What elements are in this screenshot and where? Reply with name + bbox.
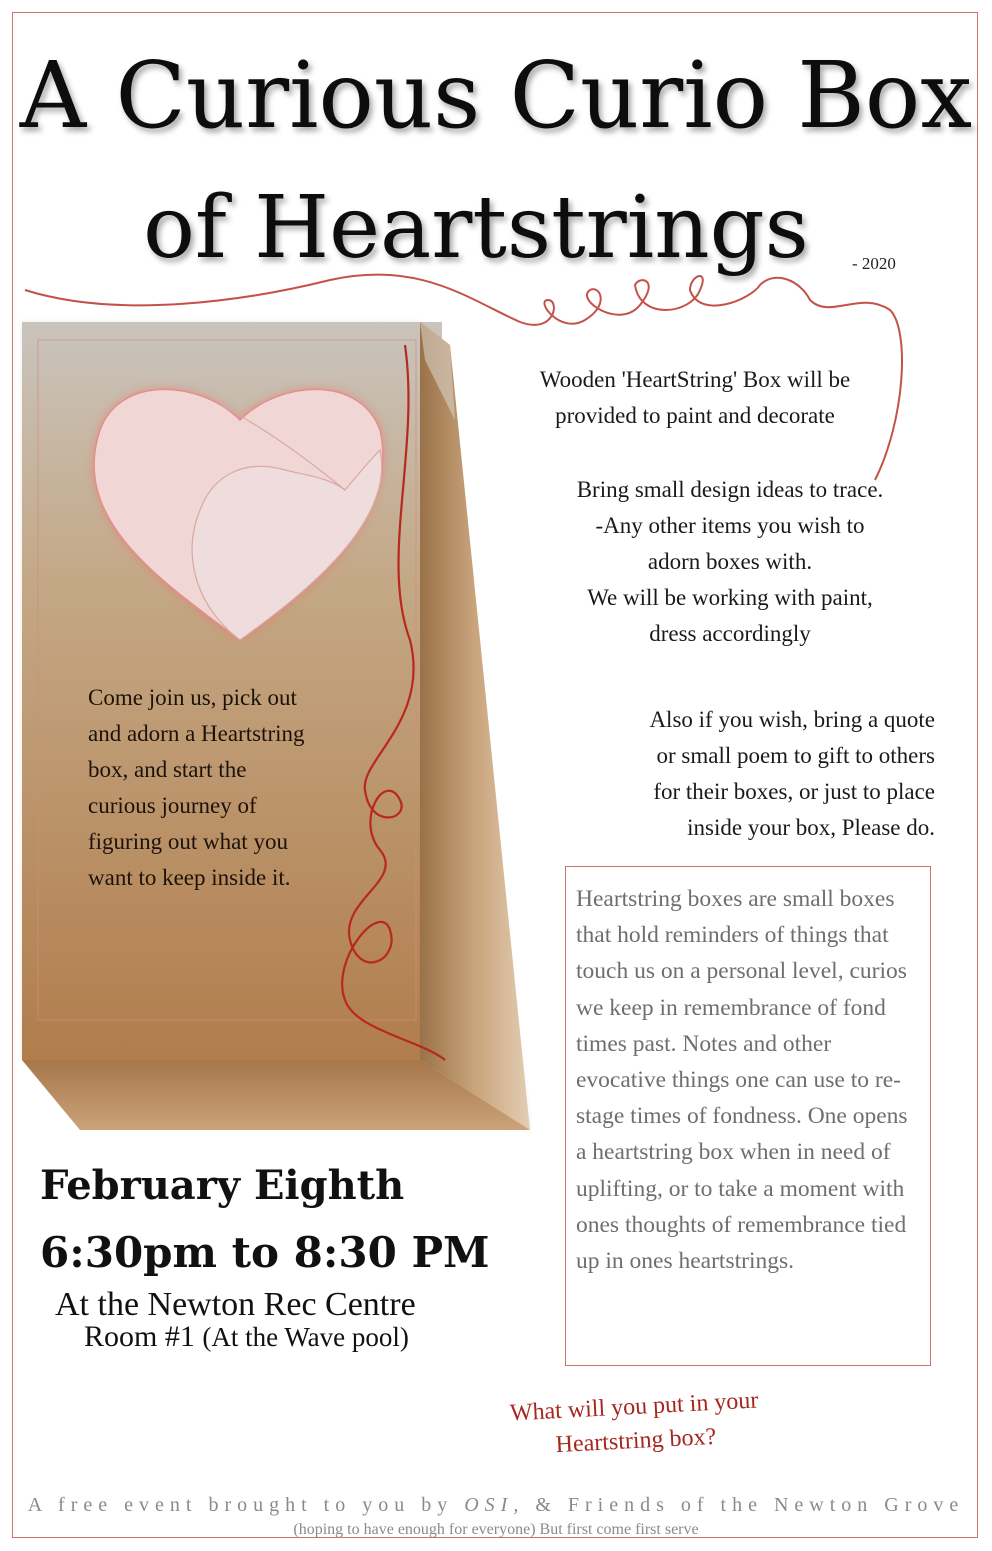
footer-credit-org: OSI, [464, 1494, 525, 1516]
event-location: At the Newton Rec Centre [55, 1286, 416, 1323]
closing-question: What will you put in your Heartstring box? [509, 1387, 759, 1459]
footer-credit-post: & Friends of the Newton Grove [524, 1494, 965, 1516]
detail-paragraph-3: Also if you wish, bring a quote or small poem to gift to others for their boxes, or just to place inside your box, Please do. [649, 707, 935, 840]
detail-paragraph-2: Bring small design ideas to trace. -Any other items you wish to adorn boxes with. We will be working with paint, dress accordingly [576, 477, 884, 646]
heartstring-info-box [565, 866, 931, 1366]
event-room: Room #1 [84, 1320, 195, 1353]
event-date: February Eighth [40, 1162, 405, 1209]
info-box-text: Heartstring boxes are small boxes that hold reminders of things that touch us on a personal level, curios we keep in remembrance of fond times past. Notes and other evocative things one can use to re-stage times of fondness. One opens a heartstring box when in need of uplifting, or to take a moment with ones thoughts of remembrance tied up in ones heartstrings. [576, 886, 908, 1275]
title-line-1: A Curious Curio Box [19, 42, 973, 149]
box-invitation-text: Come join us, pick out and adorn a Heartstring box, and start the curious journey of figuring out what you want to keep inside it. [88, 685, 305, 890]
title-line-2: of Heartstrings [143, 178, 809, 278]
footer-credit-pre: A free event brought to you by [27, 1494, 465, 1516]
detail-paragraph-1: Wooden 'HeartString' Box will be provided to paint and decorate [539, 367, 851, 428]
event-time: 6:30pm to 8:30 PM [40, 1228, 490, 1277]
footer-credit [0, 1494, 992, 1517]
title-year: - 2020 [852, 254, 896, 273]
event-room-note: (At the Wave pool) [202, 1322, 409, 1352]
event-room-line [84, 1320, 409, 1354]
footer-note: (hoping to have enough for everyone) But first come first serve [293, 1521, 699, 1538]
box-side [420, 322, 530, 1130]
